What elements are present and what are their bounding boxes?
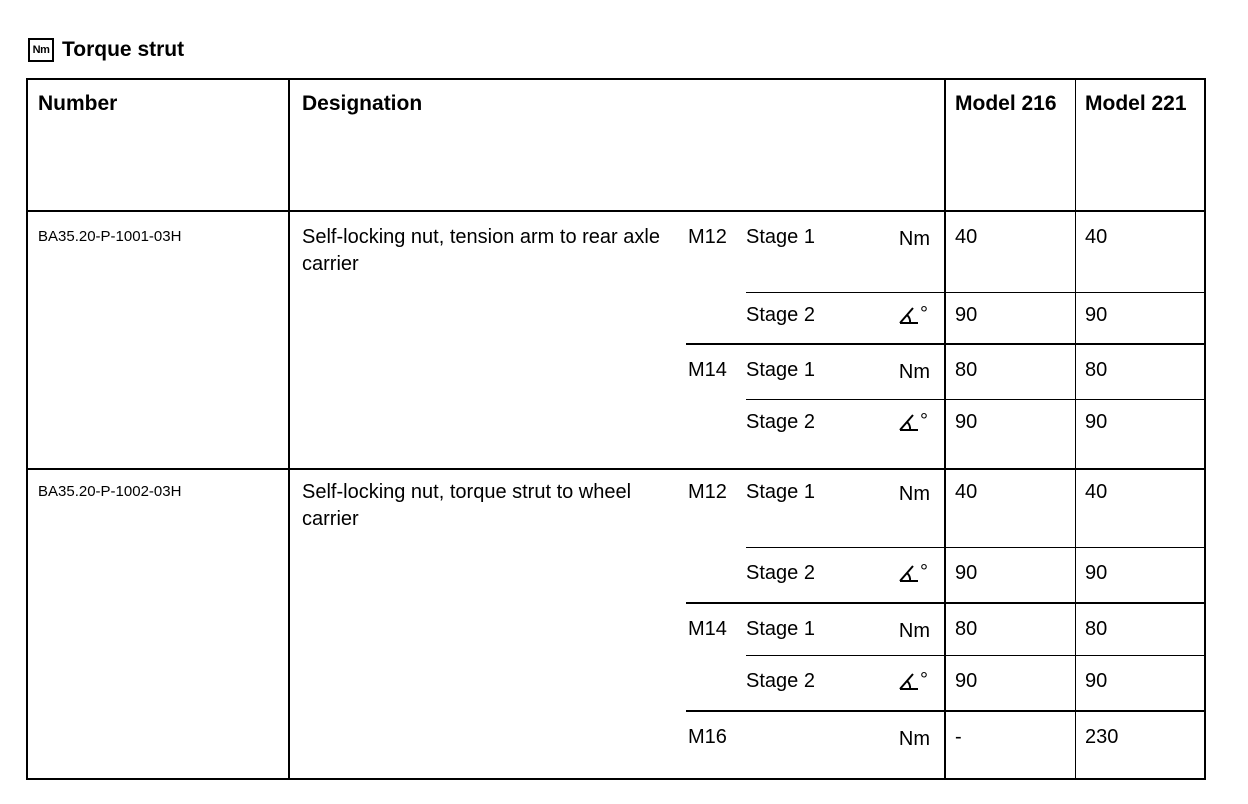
stage-label: Stage 2 <box>746 411 815 433</box>
row-divider <box>746 655 1204 656</box>
value-model-216: 90 <box>955 562 978 584</box>
value-model-216: 80 <box>955 618 978 640</box>
header-model-221: Model 221 <box>1085 92 1187 115</box>
value-model-216: 90 <box>955 411 978 433</box>
row-divider <box>686 602 1204 604</box>
row-designation: Self-locking nut, torque strut to wheel carrier <box>302 481 632 530</box>
angle-unit <box>898 304 928 326</box>
value-model-221: 40 <box>1085 481 1108 503</box>
value-model-221: 80 <box>1085 359 1108 381</box>
angle-icon <box>898 304 920 326</box>
degree-symbol: ° <box>920 669 928 691</box>
stage-label: Stage 2 <box>746 670 815 692</box>
stage-label: Stage 1 <box>746 618 815 640</box>
value-model-221: 90 <box>1085 304 1108 326</box>
angle-icon <box>898 411 920 433</box>
row-divider <box>746 292 1204 293</box>
torque-table <box>26 78 1206 780</box>
degree-symbol: ° <box>920 410 928 432</box>
row-divider <box>28 468 1204 470</box>
degree-symbol: ° <box>920 561 928 583</box>
value-model-221: 90 <box>1085 562 1108 584</box>
thread-size: M16 <box>688 726 727 748</box>
row-number: BA35.20-P-1001-03H <box>38 228 182 245</box>
row-divider <box>686 710 1204 712</box>
section-title-text: Torque strut <box>62 38 185 61</box>
stage-label: Stage 1 <box>746 359 815 381</box>
value-model-221: 80 <box>1085 618 1108 640</box>
value-model-221: 90 <box>1085 411 1108 433</box>
thread-size: M14 <box>688 618 727 640</box>
angle-icon <box>898 670 920 692</box>
column-divider <box>1075 80 1076 778</box>
value-model-216: 80 <box>955 359 978 381</box>
column-divider <box>944 80 946 778</box>
torque-nm-icon: Nm <box>28 38 54 62</box>
value-model-216: 40 <box>955 226 978 248</box>
value-model-216: 90 <box>955 304 978 326</box>
unit-nm: Nm <box>898 228 930 250</box>
row-number: BA35.20-P-1002-03H <box>38 483 182 500</box>
row-designation: Self-locking nut, tension arm to rear axle carrier <box>302 226 660 275</box>
stage-label: Stage 2 <box>746 562 815 584</box>
header-designation: Designation <box>302 92 423 115</box>
angle-unit <box>898 411 928 433</box>
angle-icon <box>898 562 920 584</box>
angle-unit <box>898 670 928 692</box>
row-divider <box>746 547 1204 548</box>
stage-label: Stage 1 <box>746 226 815 248</box>
value-model-216: 90 <box>955 670 978 692</box>
value-model-221: 90 <box>1085 670 1108 692</box>
unit-nm: Nm <box>898 620 930 642</box>
stage-label: Stage 1 <box>746 481 815 503</box>
unit-nm: Nm <box>898 728 930 750</box>
section-title <box>28 36 184 64</box>
row-divider <box>746 399 1204 400</box>
thread-size: M12 <box>688 226 727 248</box>
value-model-221: 40 <box>1085 226 1108 248</box>
degree-symbol: ° <box>920 303 928 325</box>
unit-nm: Nm <box>898 483 930 505</box>
header-divider <box>28 210 1204 212</box>
angle-unit <box>898 562 928 584</box>
value-model-216: - <box>955 726 962 748</box>
thread-size: M14 <box>688 359 727 381</box>
value-model-221: 230 <box>1085 726 1119 748</box>
value-model-216: 40 <box>955 481 978 503</box>
stage-label: Stage 2 <box>746 304 815 326</box>
row-divider <box>686 343 1204 345</box>
column-divider <box>288 80 290 778</box>
header-model-216: Model 216 <box>955 92 1057 115</box>
thread-size: M12 <box>688 481 727 503</box>
unit-nm: Nm <box>898 361 930 383</box>
header-number: Number <box>38 92 118 115</box>
